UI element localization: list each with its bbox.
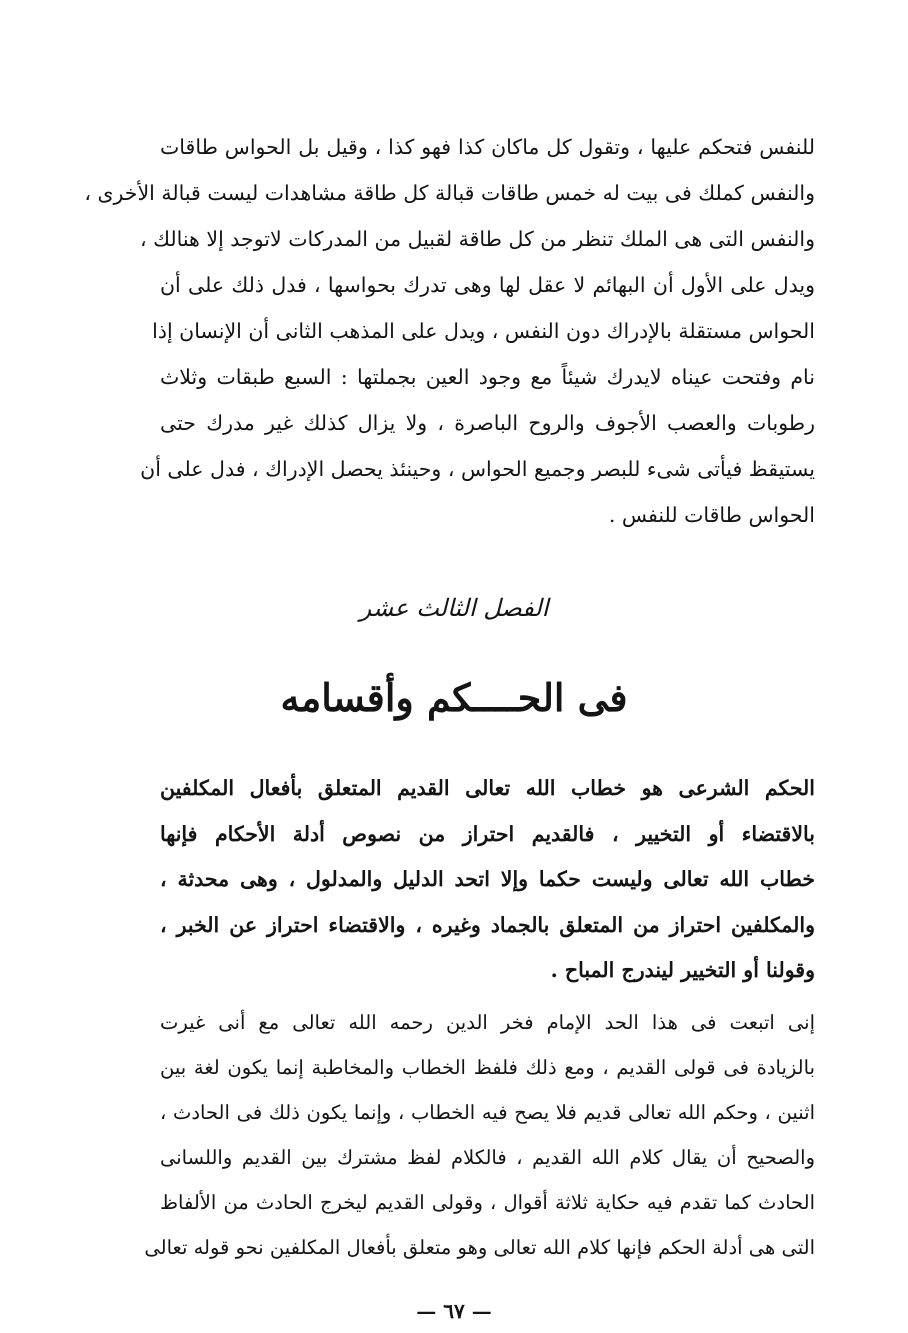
paragraph-definition bbox=[160, 766, 815, 994]
text-line: للنفس فتحكم عليها ، وتقول كل ماكان كذا فهو كذا ، وقيل بل الحواس طاقات bbox=[160, 135, 815, 159]
text-line: خطاب الله تعالى وليست حكما وإلا اتحد الدليل والمدلول ، وهى محدثة ، bbox=[160, 867, 815, 891]
chapter-title: فى الحــــكم وأقسامه bbox=[280, 675, 628, 720]
text-line: يستيقظ فيأتى شىء للبصر وجميع الحواس ، وحينئذ يحصل الإدراك ، فدل على أن bbox=[140, 457, 815, 481]
text-line: نام وفتحت عيناه لايدرك شيئاً مع وجود العين بجملتها : السبع طبقات وثلاث bbox=[160, 365, 815, 389]
text-line: وقولنا أو التخيير ليندرج المباح . bbox=[550, 958, 815, 982]
text-line: التى هى أدلة الحكم فإنها كلام الله تعالى وهو متعلق بأفعال المكلفين نحو قوله تعالى bbox=[144, 1236, 815, 1259]
text-line: الحكم الشرعى هو خطاب الله تعالى القديم المتعلق بأفعال المكلفين bbox=[160, 776, 815, 800]
paragraph-senses bbox=[84, 124, 815, 538]
text-line: ويدل على الأول أن البهائم لا عقل لها وهى تدرك بحواسها ، فدل ذلك على أن bbox=[160, 273, 815, 297]
text-line: الحادث كما تقدم فيه حكاية ثلاثة أقوال ، وقولى القديم ليخرج الحادث من الألفاظ bbox=[160, 1191, 815, 1214]
text-line: الحواس مستقلة بالإدراك دون النفس ، ويدل على المذهب الثانى أن الإنسان إذا bbox=[152, 319, 815, 343]
text-line: رطوبات والعصب الأجوف والروح الباصرة ، ولا يزال كذلك غير مدرك حتى bbox=[160, 411, 815, 435]
text-line: الحواس طاقات للنفس . bbox=[608, 503, 815, 527]
paragraph-commentary bbox=[144, 1000, 815, 1270]
text-line: والمكلفين احتراز من المتعلق بالجماد وغيره ، والاقتضاء احتراز عن الخبر ، bbox=[160, 912, 815, 937]
text-line: والنفس كملك فى بيت له خمس طاقات قبالة كل طاقة مشاهدات ليست قبالة الأخرى ، bbox=[84, 181, 815, 205]
text-line: والنفس التى هى الملك تنظر من كل طاقة لقبيل من المدركات لاتوجد إلا هنالك ، bbox=[139, 227, 815, 251]
chapter-label: الفصل الثالث عشر bbox=[359, 594, 549, 622]
page-number: — ٦٧ — bbox=[416, 1299, 492, 1323]
text-line: إنى اتبعت فى هذا الحد الإمام فخر الدين رحمه الله تعالى مع أنى غيرت bbox=[160, 1011, 815, 1034]
text-line: والصحيح أن يقال كلام الله القديم ، فالكلام لفظ مشترك بين القديم واللسانى bbox=[160, 1146, 815, 1169]
text-line: بالزيادة فى قولى القديم ، ومع ذلك فلفظ الخطاب والمخاطبة إنما يكون لغة بين bbox=[160, 1056, 815, 1079]
text-line: بالاقتضاء أو التخيير ، فالقديم احتراز من نصوص أدلة الأحكام فإنها bbox=[160, 821, 815, 846]
text-line: اثنين ، وحكم الله تعالى قديم فلا يصح فيه الخطاب ، وإنما يكون ذلك فى الحادث ، bbox=[160, 1101, 815, 1124]
